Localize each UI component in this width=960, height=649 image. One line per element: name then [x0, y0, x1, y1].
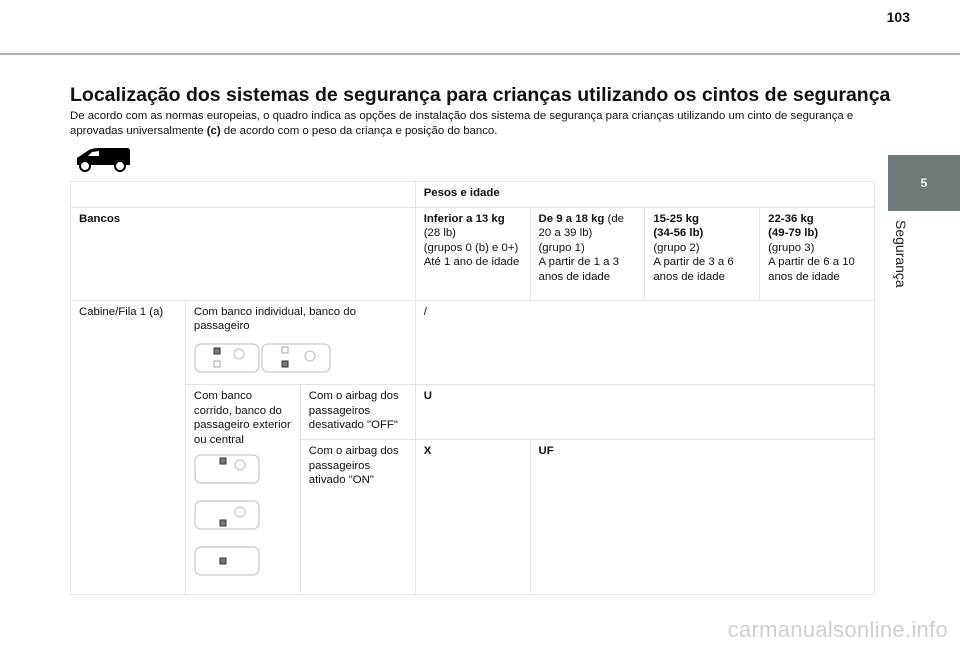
- col-group-3: 22-36 kg (49-79 lb) (grupo 3) A partir de 6 a 10 anos de idade: [760, 207, 875, 300]
- header-bancos: Bancos: [71, 207, 416, 300]
- row-label: Cabine/Fila 1 (a): [71, 300, 186, 594]
- intro-bold: (c): [206, 125, 221, 137]
- col-group-2: 15-25 kg (34-56 lb) (grupo 2) A partir de 3 a 6 anos de idade: [645, 207, 760, 300]
- bench-seat-cell: Com banco corrido, banco do passageiro exterior ou central: [185, 385, 300, 595]
- chapter-section-label: Segurança: [893, 220, 909, 288]
- col-group-1: De 9 a 18 kg (de 20 a 39 lb) (grupo 1) A partir de 1 a 3 anos de idade: [530, 207, 645, 300]
- child-seat-table: [70, 181, 875, 595]
- watermark: carmanualsonline.info: [727, 617, 948, 642]
- airbag-on-value-1: X: [415, 440, 530, 594]
- col-group-0: Inferior a 13 kg (28 lb) (grupos 0 (b) e 0+) Até 1 ano de idade: [415, 207, 530, 300]
- airbag-on-label: Com o airbag dos passageiros ativado "ON": [300, 440, 415, 594]
- van-icon: [75, 145, 133, 173]
- header-weights: Pesos e idade: [415, 182, 874, 208]
- header-divider: [0, 53, 960, 55]
- bench-seat-diagrams-icon: [194, 453, 264, 583]
- individual-value: /: [415, 300, 874, 385]
- airbag-off-label: Com o airbag dos passageiros desativado "OFF": [300, 385, 415, 440]
- chapter-tab[interactable]: 5: [888, 155, 960, 211]
- intro-paragraph: [70, 109, 880, 139]
- page-number: 103: [886, 9, 910, 25]
- empty-cell: [71, 182, 416, 208]
- page-title: Localização dos sistemas de segurança para crianças utilizando os cintos de segurança: [70, 84, 891, 106]
- airbag-on-value-2: UF: [530, 440, 874, 594]
- seat-diagram-icon: [194, 342, 334, 374]
- individual-seat-cell: Com banco individual, banco do passageiro: [185, 300, 415, 385]
- airbag-off-value: U: [415, 385, 874, 440]
- intro-text-end: de acordo com o peso da criança e posição do banco.: [220, 125, 498, 137]
- intro-text: De acordo com as normas europeias, o quadro indica as opções de instalação dos sistema de segurança para crianças utilizando um cinto de segurança e aprovadas universalmente: [70, 110, 854, 137]
